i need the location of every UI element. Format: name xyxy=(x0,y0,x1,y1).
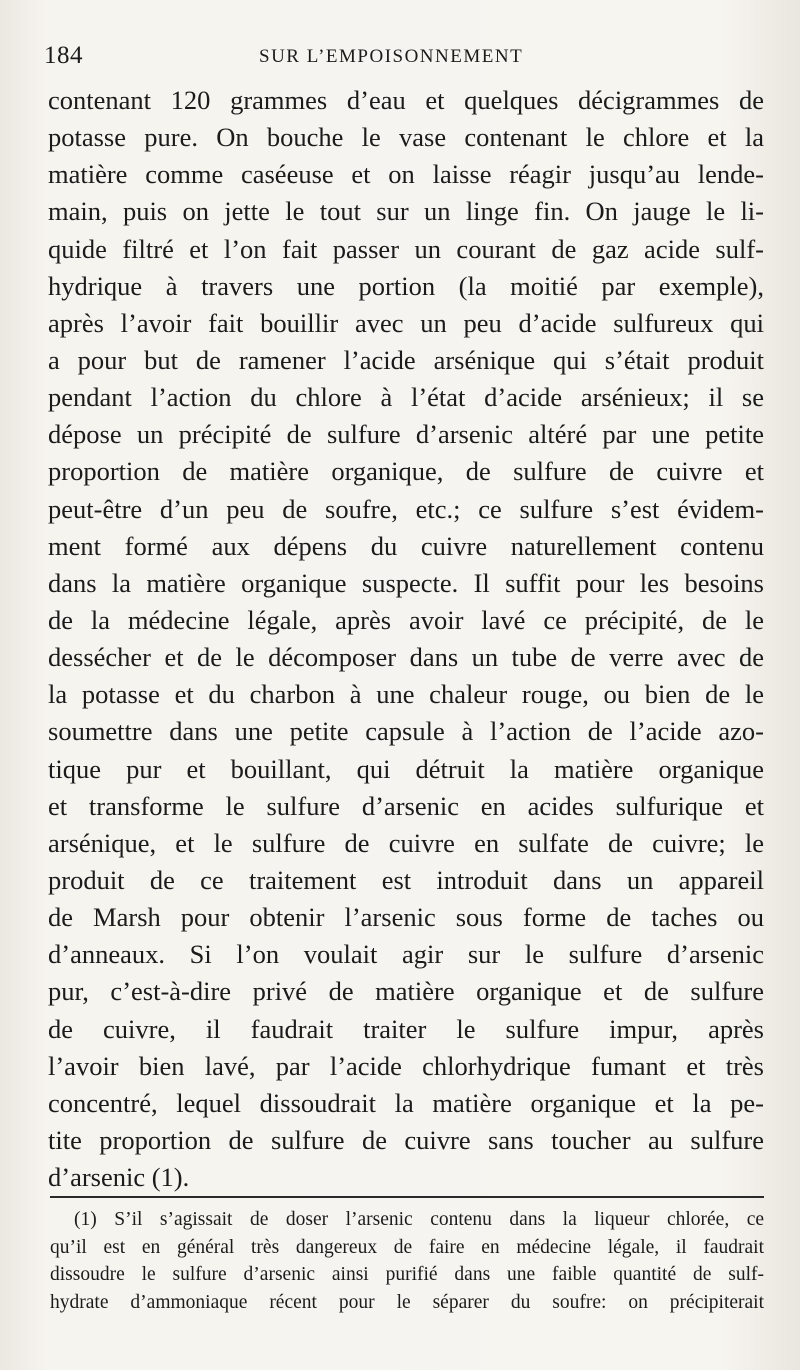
text-line: d’arsenic (1). xyxy=(48,1162,190,1193)
text-line: pendant l’action du chlore à l’état d’acide arsénieux; il se xyxy=(48,382,764,413)
text-line: pur, c’est-à-dire privé de matière organique et de sulfure xyxy=(48,976,764,1007)
text-line: et transforme le sulfure d’arsenic en acides sulfurique et xyxy=(48,790,764,821)
text-line: hydrique à travers une portion (la moitié par exemple), xyxy=(48,270,764,301)
text-line: dans la matière organique suspecte. Il suffit pour les besoins xyxy=(48,567,764,598)
text-line: contenant 120 grammes d’eau et quelques décigrammes de xyxy=(48,85,764,115)
running-head: SUR L’EMPOISONNEMENT xyxy=(259,46,524,67)
text-line: potasse pure. On bouche le vase contenant le chlore et la xyxy=(48,122,764,153)
footnote-line: dissoudre le sulfure d’arsenic ainsi purifié dans une faible quantité de sulf- xyxy=(50,1264,764,1285)
text-line: arsénique, et le sulfure de cuivre en sulfate de cuivre; le xyxy=(48,827,764,858)
text-line: ment formé aux dépens du cuivre naturellement contenu xyxy=(48,530,764,561)
footnote-line: (1) S’il s’agissait de doser l’arsenic contenu dans la liqueur chlorée, ce xyxy=(74,1209,764,1230)
text-line: produit de ce traitement est introduit dans un appareil xyxy=(48,864,764,895)
page-header xyxy=(44,40,764,76)
text-line: tite proportion de sulfure de cuivre sans toucher au sulfure xyxy=(48,1124,764,1155)
text-line: concentré, lequel dissoudrait la matière organique et la pe- xyxy=(48,1087,764,1118)
footnote-line: qu’il est en général très dangereux de faire en médecine légale, il faudrait xyxy=(50,1236,764,1258)
text-line: matière comme caséeuse et on laisse réagir jusqu’au lende- xyxy=(48,159,764,190)
text-line: de Marsh pour obtenir l’arsenic sous forme de taches ou xyxy=(48,902,764,933)
text-line: a pour but de ramener l’acide arsénique qui s’était produit xyxy=(48,344,764,375)
text-line: main, puis on jette le tout sur un linge fin. On jauge le li- xyxy=(48,196,764,227)
text-line: la potasse et du charbon à une chaleur rouge, ou bien de le xyxy=(48,679,764,710)
footnote-block xyxy=(50,1206,764,1316)
text-line: après l’avoir fait bouillir avec un peu d’acide sulfureux qui xyxy=(48,307,764,338)
text-line: de cuivre, il faudrait traiter le sulfure impur, après xyxy=(48,1013,764,1044)
text-line: dessécher et de le décomposer dans un tube de verre avec de xyxy=(48,642,764,673)
text-line: dépose un précipité de sulfure d’arsenic altéré par une petite xyxy=(48,419,764,450)
text-line: d’anneaux. Si l’on voulait agir sur le sulfure d’arsenic xyxy=(48,939,764,970)
footnote-divider xyxy=(50,1196,764,1198)
text-line: peut-être d’un peu de soufre, etc.; ce sulfure s’est évidem- xyxy=(48,493,764,524)
body-text xyxy=(48,82,764,1196)
text-line: de la médecine légale, après avoir lavé ce précipité, de le xyxy=(48,604,764,635)
text-line: proportion de matière organique, de sulfure de cuivre et xyxy=(48,456,764,487)
footnote-line: hydrate d’ammoniaque récent pour le séparer du soufre: on précipiterait xyxy=(50,1291,764,1313)
page-number: 184 xyxy=(44,42,83,69)
text-line: tique pur et bouillant, qui détruit la matière organique xyxy=(48,753,764,784)
text-line: quide filtré et l’on fait passer un courant de gaz acide sulf- xyxy=(48,233,764,264)
text-line: l’avoir bien lavé, par l’acide chlorhydrique fumant et très xyxy=(48,1050,764,1081)
text-line: soumettre dans une petite capsule à l’action de l’acide azo- xyxy=(48,716,764,747)
